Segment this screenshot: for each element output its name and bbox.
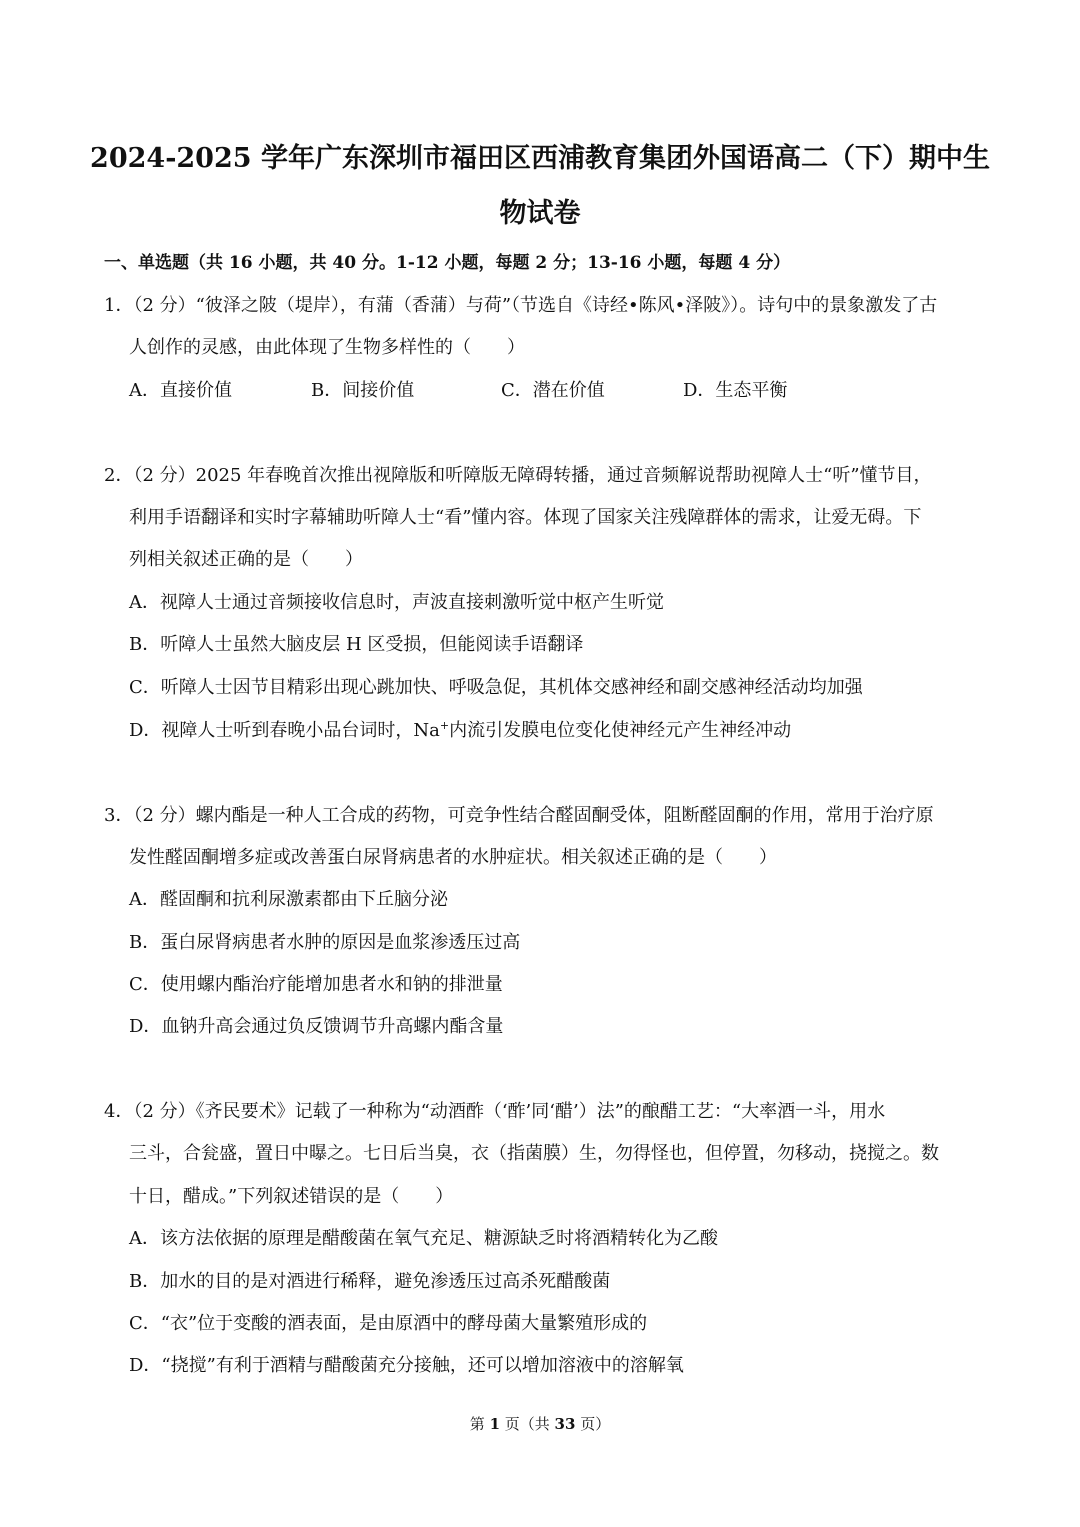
footer-text: 页（共 <box>500 1415 555 1433</box>
sodium-charge-superscript: + <box>439 719 450 732</box>
question-stem-line: 1．（2 分）“彼泽之陂（堤岸），有蒲（香蒲）与荷”（节选自《诗经•陈风•泽陂》）。诗句中的景象激发了古 <box>104 295 938 316</box>
section-heading: 一、单选题（共 16 小题，共 40 分。1-12 小题，每题 2 分；13-16 小题，每题 4 分） <box>104 253 791 273</box>
question-stem-line: 4．（2 分）《齐民要术》记载了一种称为“动酒酢（‘酢’同‘醋’）法”的酿醋工艺：“大率酒一斗，用水 <box>104 1101 886 1122</box>
option-c: C．听障人士因节目精彩出现心跳加快、呼吸急促，其机体交感神经和副交感神经活动均加强 <box>129 677 863 698</box>
question-stem-line: 三斗，合瓮盛，置日中曝之。七日后当臭，衣（指菌膜）生，勿得怪也，但停置，勿移动，挠搅之。数 <box>129 1143 939 1164</box>
page-number: 1 <box>489 1415 500 1433</box>
page-footer <box>0 1414 1080 1434</box>
option-d: D．“挠搅”有利于酒精与醋酸菌充分接触，还可以增加溶液中的溶解氧 <box>129 1355 684 1376</box>
option-c: C．“衣”位于变酸的酒表面，是由原酒中的酵母菌大量繁殖形成的 <box>129 1313 648 1334</box>
page-title-line-2: 物试卷 <box>499 198 581 229</box>
question-stem-line: 2．（2 分）2025 年春晚首次推出视障版和听障版无障碍转播，通过音频解说帮助视障人士“听”懂节目， <box>104 465 932 486</box>
footer-text: 页） <box>575 1415 611 1433</box>
option-c: C．使用螺内酯治疗能增加患者水和钠的排泄量 <box>129 974 503 995</box>
page-total: 33 <box>554 1415 576 1433</box>
option-a: A．视障人士通过音频接收信息时，声波直接刺激听觉中枢产生听觉 <box>129 592 664 613</box>
option-a: A．该方法依据的原理是醋酸菌在氧气充足、糖源缺乏时将酒精转化为乙酸 <box>129 1228 718 1249</box>
option-d <box>129 719 791 743</box>
option-a: A．醛固酮和抗利尿激素都由下丘脑分泌 <box>129 889 448 910</box>
option-d-prefix: D．视障人士听到春晚小品台词时，Na <box>129 720 440 741</box>
option-d-suffix: 内流引发膜电位变化使神经元产生神经冲动 <box>449 720 792 741</box>
question-stem-line: 利用手语翻译和实时字幕辅助听障人士“看”懂内容。体现了国家关注残障群体的需求，让爱无碍。下 <box>129 507 922 528</box>
option-c: C．潜在价值 <box>501 380 605 401</box>
option-b: B．蛋白尿肾病患者水肿的原因是血浆渗透压过高 <box>129 932 521 953</box>
option-d: D．生态平衡 <box>683 380 788 401</box>
question-stem-line: 人创作的灵感，由此体现了生物多样性的（ ） <box>129 337 525 358</box>
option-b: B．间接价值 <box>311 380 415 401</box>
option-b: B．听障人士虽然大脑皮层 H 区受损，但能阅读手语翻译 <box>129 634 584 655</box>
option-b: B．加水的目的是对酒进行稀释，避免渗透压过高杀死醋酸菌 <box>129 1271 611 1292</box>
page-title-line-1: 2024-2025 学年广东深圳市福田区西浦教育集团外国语高二（下）期中生 <box>90 143 990 174</box>
question-stem-line: 十日，醋成。”下列叙述错误的是（ ） <box>129 1186 454 1207</box>
option-d: D．血钠升高会通过负反馈调节升高螺内酯含量 <box>129 1016 504 1037</box>
footer-text: 第 <box>469 1415 490 1433</box>
question-stem-line: 3．（2 分）螺内酯是一种人工合成的药物，可竞争性结合醛固酮受体，阻断醛固酮的作用，常用于治疗原 <box>104 805 934 826</box>
question-stem-line: 列相关叙述正确的是（ ） <box>129 549 363 570</box>
question-stem-line: 发性醛固酮增多症或改善蛋白尿肾病患者的水肿症状。相关叙述正确的是（ ） <box>129 847 777 868</box>
option-a: A．直接价值 <box>129 380 232 401</box>
